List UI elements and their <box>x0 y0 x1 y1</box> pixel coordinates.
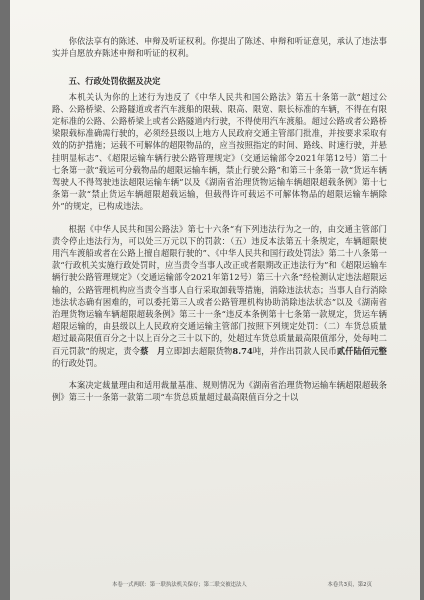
intro-paragraph: 你依法享有的陈述、申辩及听证权利。你提出了陈述、申辩和听证意见，承认了违法事实并自愿放弃陈述申辩和听证的权利。 <box>52 36 387 59</box>
spacer <box>52 59 387 69</box>
scanned-page <box>10 0 420 600</box>
penalty-end-text: 的行政处罚。 <box>52 357 103 368</box>
section-heading: 五、行政处罚依据及决定 <box>68 76 161 87</box>
discretion-paragraph: 本案决定裁量理由和适用裁量基准、规则情况为《湖南省治理货物运输车辆超限超载条例》第三十一条第一款第二项“车货总质量超过最高限值百分之十以 <box>52 380 387 403</box>
party-name: 蔡 月 <box>140 345 166 356</box>
penalty-decision-paragraph <box>52 223 387 369</box>
page-footer <box>112 580 372 588</box>
legal-basis-paragraph: 本机关认为你的上述行为违反了《中华人民共和国公路法》第五十条第一款“超过公路、公路桥梁、公路隧道或者汽车渡船的限载、限高、限宽、限长标准的车辆，不得在有限定标准的公路、公路桥梁上或者公路隧道内行驶，不得使用汽车渡船。超过公路或者公路桥梁限载标准确需行驶的，必须经县级以上地方人民政府交通主管部门批准，并按要求采取有效的防护措施；运载不可解体的超限物品的，应当按照指定的时间、路线、时速行驶，并悬挂明显标志”、《超限运输车辆行驶公路管理规定》（交通运输部令2021年第12号）第二十七条第一款“载运可分载物品的超限运输车辆，禁止行驶公路”和第三十条第一款“货运车辆驾驶人不得驾驶违法超限运输车辆”以及《湖南省治理货物运输车辆超限超载条例》第十七条第一款“禁止货运车辆超限超载运输，但载得许可载运不可解体物品的超限运输车辆除外”的规定，已构成违法。 <box>52 91 387 212</box>
spacer <box>52 213 387 223</box>
page-number: 本卷共3页，第2页 <box>327 582 372 588</box>
copies-note: 本卷一式两联：第一联执法机关保存；第二联交被违法人 <box>112 582 247 588</box>
fine-amount: 贰仟陆佰元整 <box>336 345 387 356</box>
penalty-basis-text: 根据《中华人民共和国公路法》第七十六条“有下列违法行为之一的，由交通主管部门责令停止违法行为，可以处三万元以下的罚款：（五）违反本法第五十条规定，车辆超限使用汽车渡船或者在公路上擅自超限行驶的”、《中华人民共和国行政处罚法》第二十八条第一款“行政机关实施行政处罚时，应当责令当事人改正或者限期改正违法行为”和《超限运输车辆行驶公路管理规定》（交通运输部令2021年第12号）第三十六条“经检测认定违法超限运输的，公路管理机构应当责令当事人自行采取卸载等措施，消除违法状态；当事人自行消除违法状态确有困难的，可以委托第三人或者公路管理机构协助消除违法状态”以及《湖南省治理货物运输车辆超限超载条例》第三十一条“违反本条例第十七条第一款规定，货运车辆超限运输的，由县级以上人民政府交通运输主管部门按照下列规定处罚：（二）车货总质量超过最高限值百分之十以上百分之三十以下的，处超过车货总质量最高限值部分，处每吨二百元罚款”的规定，责令 <box>52 223 387 356</box>
spacer <box>52 369 387 379</box>
fine-text: ，并作出罚款人民币 <box>261 345 337 356</box>
weight-unit: 吨 <box>252 345 262 356</box>
unload-text: 立即卸去超限货物 <box>165 345 233 356</box>
cargo-weight: 8.74 <box>232 345 253 356</box>
document-body <box>52 35 387 403</box>
